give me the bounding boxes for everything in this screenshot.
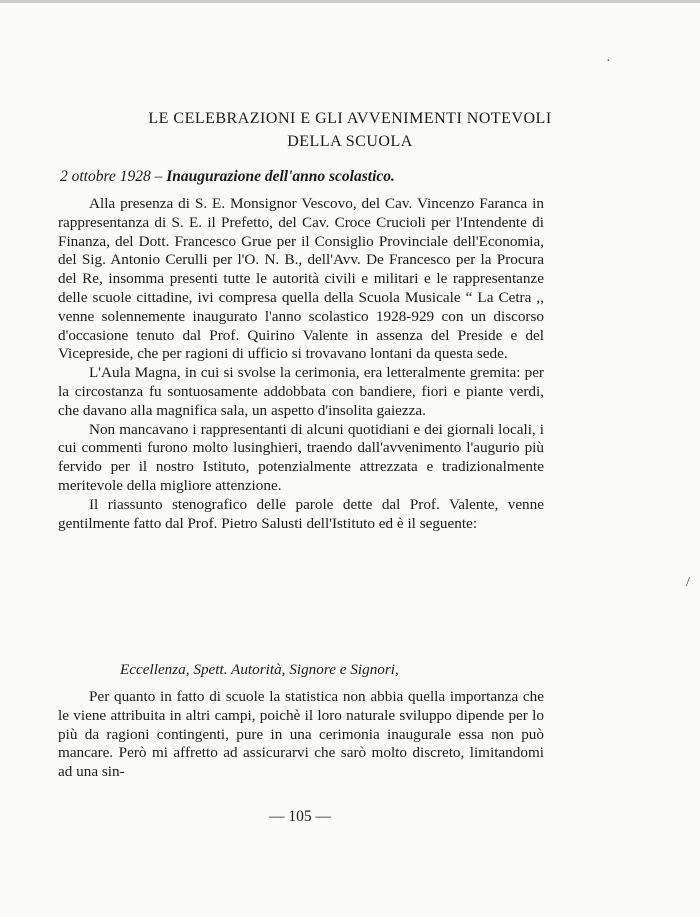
page-number: — 105 — <box>269 808 331 825</box>
heading-line-2: DELLA SCUOLA <box>287 133 413 150</box>
section-dash: – <box>150 168 167 185</box>
body-text <box>58 195 544 533</box>
paragraph-4: Il riassunto stenografico delle parole dette dal Prof. Valente, venne gentilmente fatto dal Prof. Pietro Salusti dell'Istituto ed è il seguente: <box>58 495 544 532</box>
section-date: 2 ottobre 1928 <box>60 168 151 185</box>
speech-paragraph: Per quanto in fatto di scuole la statistica non abbia quella importanza che le viene attribuita in altri campi, poichè il loro naturale sviluppo dipende per lo più da ragioni contingenti, pure in una cerimonia inaugurale essa non può mancare. Però mi affretto ad assicurarvi che sarò molto discreto, limitandomi ad una sin- <box>58 688 544 781</box>
paragraph-2: L'Aula Magna, in cui si svolse la cerimonia, era letteralmente gremita: per la circostanza fu sontuosamente addobbata con bandiere, fiori e piante verdi, che davano alla magnifica sala, un aspetto d'insolita gaiezza. <box>58 364 544 419</box>
paragraph-3: Non mancavano i rappresentanti di alcuni quotidiani e dei giornali locali, i cui commenti furono molto lusinghieri, traendo dall'avvenimento l'augurio più fervido per il nostro Istituto, potenzialmente attrezzata e tradizionalmente meritevole della migliore attenzione. <box>58 420 544 494</box>
scan-mark: · <box>606 54 611 69</box>
section-heading <box>60 168 640 186</box>
paragraph-1: Alla presenza di S. E. Monsignor Vescovo, del Cav. Vincenzo Faranca in rappresentanza di S. E. il Prefetto, del Cav. Croce Crucioli per l'Intendente di Finanza, del Dott. Francesco Grue per il Consiglio Provinciale dell'Economia, del Sig. Antonio Cerulli per l'O. N. B., dell'Avv. De Francesco per la Procura del Re, insomma presenti tutte le autorità civili e militari e le rappresentanze delle scuole cittadine, ivi compresa quella della Scuola Musicale “ La Cetra ,, venne solennemente inaugurato l'anno scolastico 1928-929 con un discorso d'occasione tenuto dal Prof. Quirino Valente in assenza del Preside e del Vicepreside, che per ragioni di ufficio si trovavano lontani da questa sede. <box>58 195 544 363</box>
section-title: Inaugurazione dell'anno scolastico. <box>166 168 395 185</box>
page-top-edge <box>0 0 700 3</box>
heading-line-1: LE CELEBRAZIONI E GLI AVVENIMENTI NOTEVOLI <box>148 110 552 127</box>
speech-text <box>58 688 544 782</box>
speech-salutation: Eccellenza, Spett. Autorità, Signore e Signori, <box>120 661 399 678</box>
scan-mark: / <box>686 575 690 590</box>
